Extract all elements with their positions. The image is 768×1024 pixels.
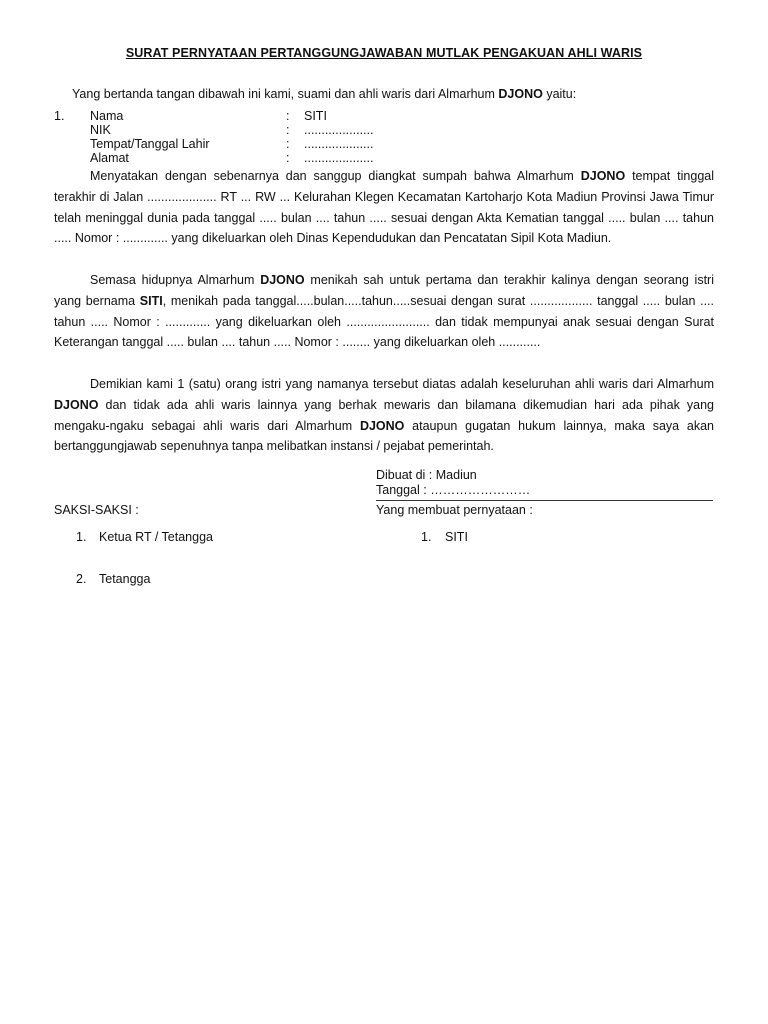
field-label: Alamat bbox=[90, 151, 129, 165]
field-value: .................... bbox=[304, 123, 374, 137]
field-colon: : bbox=[286, 137, 290, 151]
intro-text-end: yaitu: bbox=[542, 87, 577, 101]
field-label: NIK bbox=[90, 123, 111, 137]
intro-line bbox=[72, 87, 576, 101]
identity-row-birth bbox=[0, 137, 768, 152]
witness-item-2: Tetangga bbox=[99, 572, 151, 586]
paragraph-text: menikah sah untuk pertama dan terakhir kalinya dengan seorang istri yang bernama bbox=[54, 273, 714, 308]
paragraph-text: ataupun gugatan hukum lainnya, maka saya akan bertanggungjawab sepenuhnya tanpa melibatkan instansi / pejabat pemerintah. bbox=[54, 418, 714, 454]
marriage-paragraph bbox=[54, 270, 714, 353]
witness-number: 2. bbox=[76, 572, 87, 586]
paragraph-text: Demikian kami 1 (satu) orang istri yang namanya tersebut diatas adalah keseluruhan ahli waris dari Almarhum bbox=[90, 377, 714, 391]
identity-number: 1. bbox=[54, 109, 65, 123]
paragraph-text: , menikah pada tanggal.....bulan.....tahun.....sesuai dengan surat .................. tanggal ..... bulan .... tahun ..... Nomor : ............. yang dikeluarkan oleh ........................ dan tidak mempunyai anak sesuai dengan Surat Keterangan tanggal ..... bulan .... tahun ..... Nomor : ........ yang dikeluarkan oleh ............ bbox=[54, 293, 714, 350]
identity-row-address bbox=[0, 151, 768, 166]
deceased-name: DJONO bbox=[580, 169, 626, 183]
paragraph-text: tempat tinggal terakhir di Jalan .................... RT ... RW ... Kelurahan Klegen Kecamatan Kartoharjo Kota Madiun Provinsi Jawa Timur telah meninggal dunia pada tanggal ..... bulan .... tahun ..... sesuai dengan Akta Kematian tanggal ..... bulan .... tahun ..... Nomor : ............. yang dikeluarkan oleh Dinas Kependudukan dan Pencatatan Sipil Kota Madiun. bbox=[54, 169, 715, 246]
field-colon: : bbox=[286, 109, 290, 123]
place-made: Dibuat di : Madiun bbox=[376, 468, 477, 482]
field-value: SITI bbox=[304, 109, 327, 123]
paragraph-text: dan tidak ada ahli waris lainnya yang berhak mewaris dan bilamana dikemudian hari ada pihak yang mengaku-ngaku sebagai ahli waris dari Almarhum bbox=[54, 397, 714, 433]
date-made: Tanggal : …………………… bbox=[376, 483, 531, 497]
identity-row-name bbox=[0, 109, 768, 124]
declarant-number: 1. bbox=[421, 530, 432, 544]
declarant-heading: Yang membuat pernyataan : bbox=[376, 503, 533, 517]
closing-paragraph bbox=[54, 374, 714, 457]
field-colon: : bbox=[286, 151, 290, 165]
deceased-name: DJONO bbox=[54, 397, 99, 412]
intro-text: Yang bertanda tangan dibawah ini kami, suami dan ahli waris dari Almarhum bbox=[72, 87, 499, 101]
identity-row-nik bbox=[0, 123, 768, 138]
witness-item-1: Ketua RT / Tetangga bbox=[99, 530, 213, 544]
deceased-name: DJONO bbox=[498, 87, 543, 101]
paragraph-text: Menyatakan dengan sebenarnya dan sanggup diangkat sumpah bahwa Almarhum bbox=[90, 169, 581, 183]
statement-paragraph bbox=[54, 166, 714, 249]
field-label: Tempat/Tanggal Lahir bbox=[90, 137, 210, 151]
witnesses-heading: SAKSI-SAKSI : bbox=[54, 503, 139, 517]
field-value: .................... bbox=[304, 151, 374, 165]
document-title: SURAT PERNYATAAN PERTANGGUNGJAWABAN MUTLAK PENGAKUAN AHLI WARIS bbox=[125, 46, 643, 60]
declarant-name: SITI bbox=[445, 530, 468, 544]
spouse-name: SITI bbox=[139, 293, 163, 308]
field-colon: : bbox=[286, 123, 290, 137]
field-value: .................... bbox=[304, 137, 374, 151]
signature-divider bbox=[376, 500, 713, 501]
witness-number: 1. bbox=[76, 530, 87, 544]
deceased-name: DJONO bbox=[359, 418, 405, 433]
field-label: Nama bbox=[90, 109, 124, 123]
deceased-name: DJONO bbox=[260, 273, 305, 287]
paragraph-text: Semasa hidupnya Almarhum bbox=[90, 273, 261, 287]
